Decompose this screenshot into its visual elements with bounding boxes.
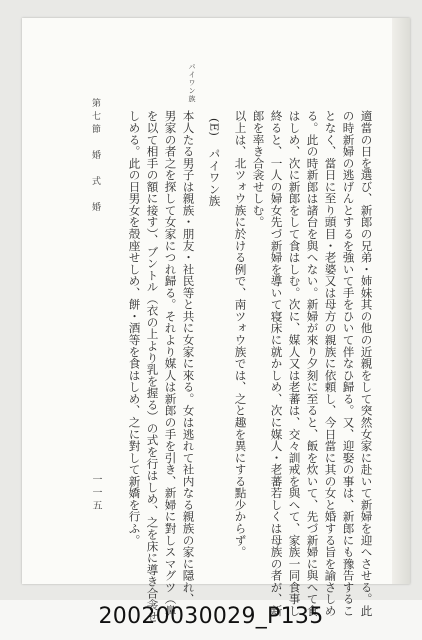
text-line-10: 男家の者之を探して女家につれ歸る。それより媒人は新郎の手を引き、新婦に對しスマグツ（鼻 bbox=[163, 110, 178, 617]
text-line-1: 適當の日を選び、新郎の兄弟・姉妹其の他の近親をして突然女家に赴いて新婦を迎へさせる。此 bbox=[359, 110, 374, 617]
text-line-9: 本人たる男子は親族・朋友・社民等と共に女家に來る。女は逃れて社内なる親族の家に隱れ、 bbox=[181, 110, 196, 605]
page-edge bbox=[392, 18, 410, 584]
text-line-3: となく、當日に至り頭目・老婆又は母方の親族に依頼し、今日當に其の女と婚する旨を諭さしめ bbox=[323, 110, 338, 617]
text-line-4: る。此の時新郎は諸台を與へない。新婦が來り夕刻に至ると、飯を炊いて、先づ新婦に與へて食 bbox=[305, 110, 320, 617]
text-line-6: 終ると、一人の婦女先づ新婦を導いて寝床に就かしめ、次に媒人・老蕃若しくは母族の者が、新 bbox=[269, 110, 284, 617]
chapter-label: 第七節 婚 式 婚 bbox=[90, 98, 100, 215]
text-line-11: を以て相手の額に接す）、ブントル（衣の上より乳を握る）の式を行はしめ、之を床に導き合衾せ bbox=[145, 110, 160, 623]
section-heading: (E) パイワン族 bbox=[207, 118, 222, 207]
text-line-12: しめる。此の日男女を殻座せしめ、餅・酒等を食はしめ、之に對して新嬌を行ふ。 bbox=[127, 110, 142, 546]
margin-note: パイワン族 bbox=[188, 63, 196, 103]
text-line-5: はしめ、次に新郎をして食はしむ。次に、媒人又は老蕃は、交々訓戒を與へて、家族一同食事し bbox=[287, 110, 302, 617]
page-number: 一一五 bbox=[90, 474, 101, 513]
image-caption: 20020030029_P135 bbox=[98, 604, 324, 629]
text-line-7: 郎を率き合衾せしむ。 bbox=[251, 110, 266, 228]
text-line-8: 以上は、北ツォウ族に於ける例で、南ツォウ族では、之と趣を異にする點少からず。 bbox=[233, 110, 248, 558]
text-line-2: の時新婦の逃げんとするを強いて手をひいて伴なひ歸る。又、迎娶の事は、新郎にも豫告するこ bbox=[341, 110, 356, 617]
